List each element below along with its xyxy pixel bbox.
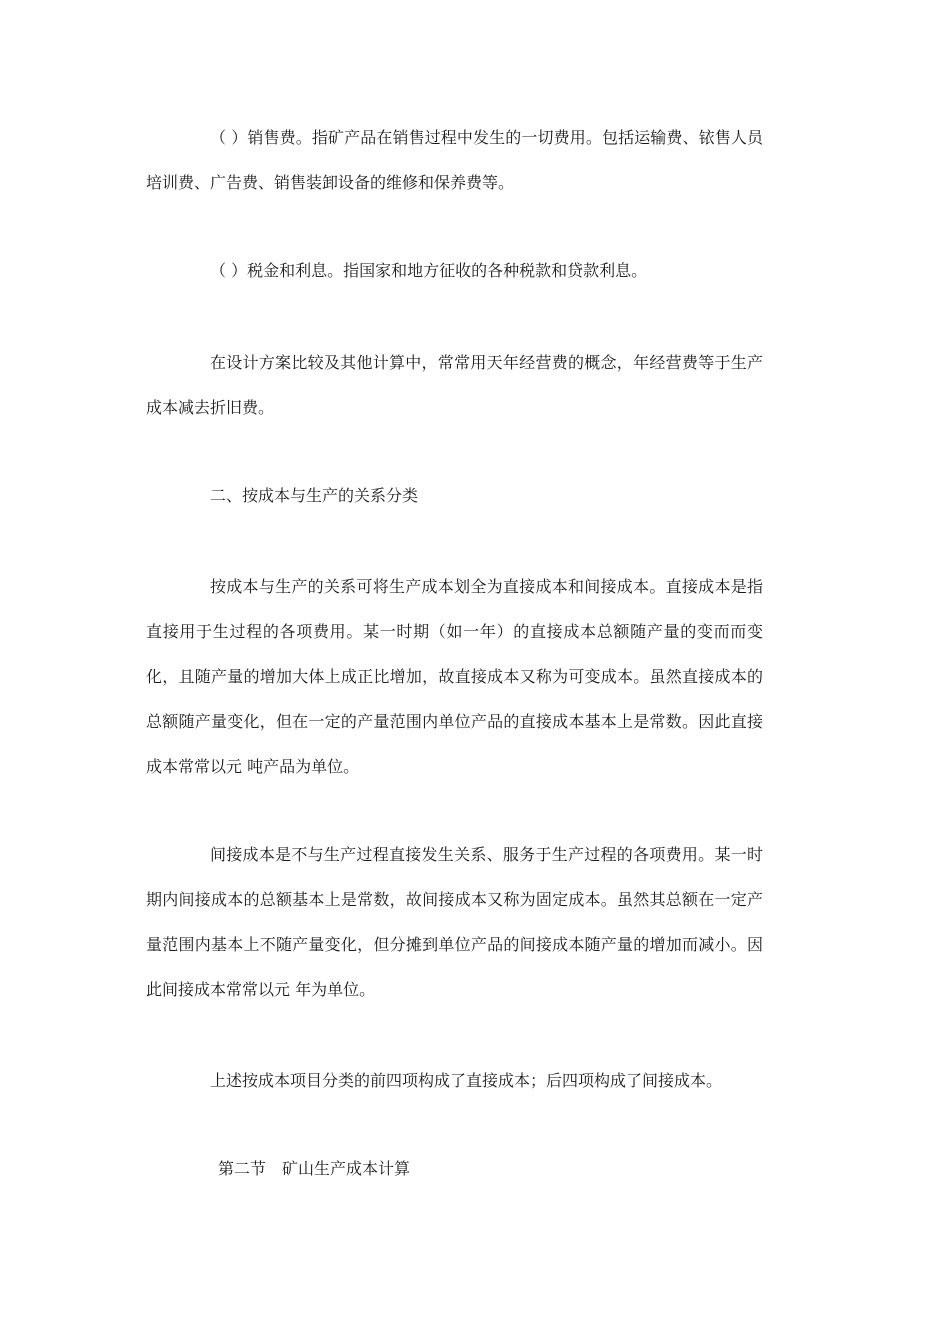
chapter-section-title: 矿山生产成本计算 — [282, 1159, 411, 1178]
paragraph-summary: 上述按成本项目分类的前四项构成了直接成本；后四项构成了间接成本。 — [210, 1071, 723, 1090]
paragraph-tax-interest: （ ）税金和利息。指国家和地方征收的各种税款和贷款利息。 — [210, 261, 648, 280]
heading-chapter-section — [146, 1146, 763, 1191]
paragraph-direct-cost: 按成本与生产的关系可将生产成本划全为直接成本和间接成本。直接成本是指直接用于生过程的各项费用。某一时期（如一年）的直接成本总额随产量的变而而变化，且随产量的增加大体上成正比增加，故直接成本又称为可变成本。虽然直接成本的总额随产量变化，但在一定的产量范围内单位产品的直接成本基本上是常数。因此直接成本常常以元 吨产品为单位。 — [146, 577, 763, 776]
paragraph-sales-fee: （ ）销售费。指矿产品在销售过程中发生的一切费用。包括运输费、铱售人员培训费、广告费、销售装卸设备的维修和保养费等。 — [146, 128, 763, 192]
chapter-section-label: 第二节 — [218, 1159, 267, 1178]
paragraph-annual-operating-cost: 在设计方案比较及其他计算中，常常用天年经营费的概念，年经营费等于生产成本减去折旧费。 — [146, 353, 763, 417]
heading-section-two: 二、按成本与生产的关系分类 — [210, 486, 419, 505]
paragraph-indirect-cost: 间接成本是不与生产过程直接发生关系、服务于生产过程的各项费用。某一时期内间接成本的总额基本上是常数，故间接成本又称为固定成本。虽然其总额在一定产量范围内基本上不随产量变化，但分摊到单位产品的间接成本随产量的增加而减小。因此间接成本常常以元 年为单位。 — [146, 845, 763, 999]
